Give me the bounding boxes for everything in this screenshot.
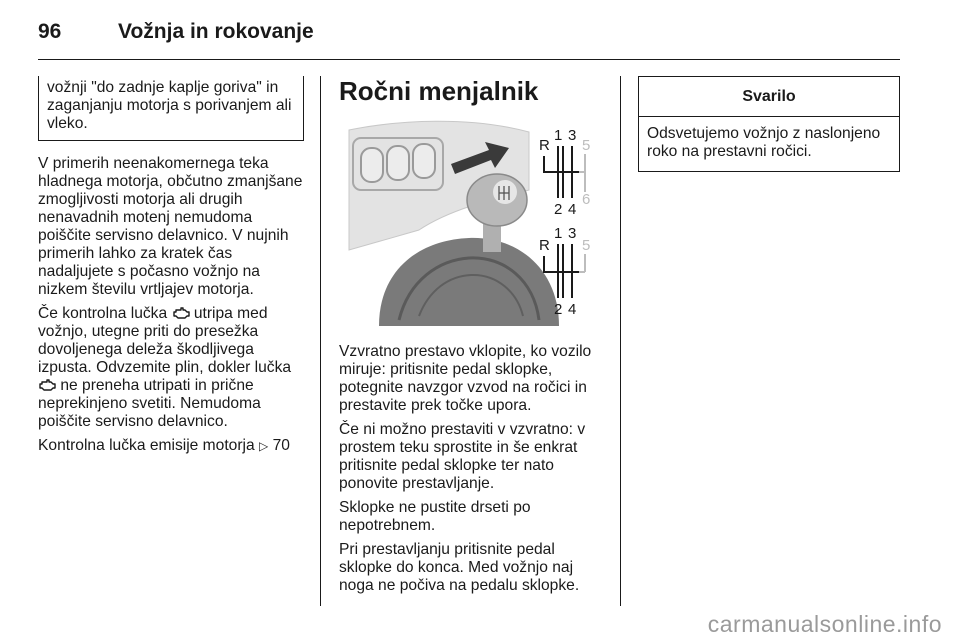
- paragraph-warning-light: [38, 305, 304, 431]
- paragraph-reverse-retry: Če ni možno prestaviti v vzvratno: v prostem teku sprostite in še enkrat pritisnite pedal sklopke ter nato ponovite prestavljanje.: [339, 421, 586, 492]
- header-rule: [38, 59, 900, 60]
- gear-label: 1: [554, 127, 563, 144]
- paragraph-reverse-gear: Vzvratno prestavo vklopite, ko vozilo miruje: pritisnite pedal sklopke, potegnite navzgor vzvod na ročici in prestavite prek točke upora.: [339, 343, 592, 414]
- gear-label: 2: [554, 301, 563, 318]
- caution-title: Svarilo: [639, 77, 899, 117]
- page-reference-link[interactable]: 70: [272, 437, 290, 454]
- paragraph-clutch-slip: Sklopke ne pustite drseti po nepotrebnem.: [339, 499, 531, 534]
- paragraph-text: Kontrolna lučka emisije motorja: [38, 437, 255, 454]
- paragraph-text: utripa med vožnjo, utegne priti do presežka dovoljenega deleža škodljivega izpusta. Odvzemite plin, dokler lučka: [38, 305, 292, 376]
- paragraph-malfunction: V primerih neenakomernega teka hladnega motorja, občutno zmanjšane zmogljivosti motorja ali drugih nenavadnih motenj nemudoma poiščite servisno delavnico. V nujnih primerih lahko za kratek čas nadaljujete s počasno vožnjo na nizkem številu vrtljajev motorja.: [38, 155, 303, 298]
- watermark: carmanualsonline.info: [707, 611, 942, 637]
- section-title: Ročni menjalnik: [339, 76, 539, 106]
- gear-label: 4: [568, 201, 577, 218]
- gear-label: 4: [568, 301, 577, 318]
- caution-box: [638, 76, 900, 172]
- gear-label: 3: [568, 225, 577, 242]
- gear-label-reverse: R: [539, 237, 550, 254]
- gear-label: 2: [554, 201, 563, 218]
- gear-shift-illustration: [339, 120, 601, 326]
- column-right: [638, 76, 900, 172]
- column-divider: [620, 76, 621, 606]
- page-header-title: Vožnja in rokovanje: [118, 20, 314, 43]
- gear-label-reverse: R: [539, 137, 550, 154]
- paragraph-text: ne preneha utripati in prične neprekinjeno svetiti. Nemudoma poiščite servisno delavnico.: [38, 377, 261, 430]
- paragraph-clutch-pedal: Pri prestavljanju pritisnite pedal sklopke do konca. Med vožnjo naj noga ne počiva na pedalu sklopke.: [339, 541, 580, 594]
- gear-label: 3: [568, 127, 577, 144]
- caution-body: Odsvetujemo vožnjo z naslonjeno roko na prestavni ročici.: [647, 125, 881, 160]
- column-middle: [339, 76, 605, 595]
- page-number: 96: [38, 20, 62, 43]
- engine-warning-icon: [172, 306, 190, 320]
- column-divider: [320, 76, 321, 606]
- page-reference-icon: ▷: [259, 439, 269, 453]
- gear-label: 5: [582, 137, 591, 154]
- gear-label: 1: [554, 225, 563, 242]
- paragraph-emission-reference: [38, 437, 304, 455]
- engine-warning-icon: [38, 378, 56, 392]
- paragraph-text: Če kontrolna lučka: [38, 305, 168, 322]
- gear-label: 5: [582, 237, 591, 254]
- column-left: [38, 76, 304, 455]
- gear-label: 6: [582, 191, 591, 208]
- continued-warning-box: vožnji "do zadnje kaplje goriva" in zaganjanju motorja s porivanjem ali vleko.: [38, 76, 304, 141]
